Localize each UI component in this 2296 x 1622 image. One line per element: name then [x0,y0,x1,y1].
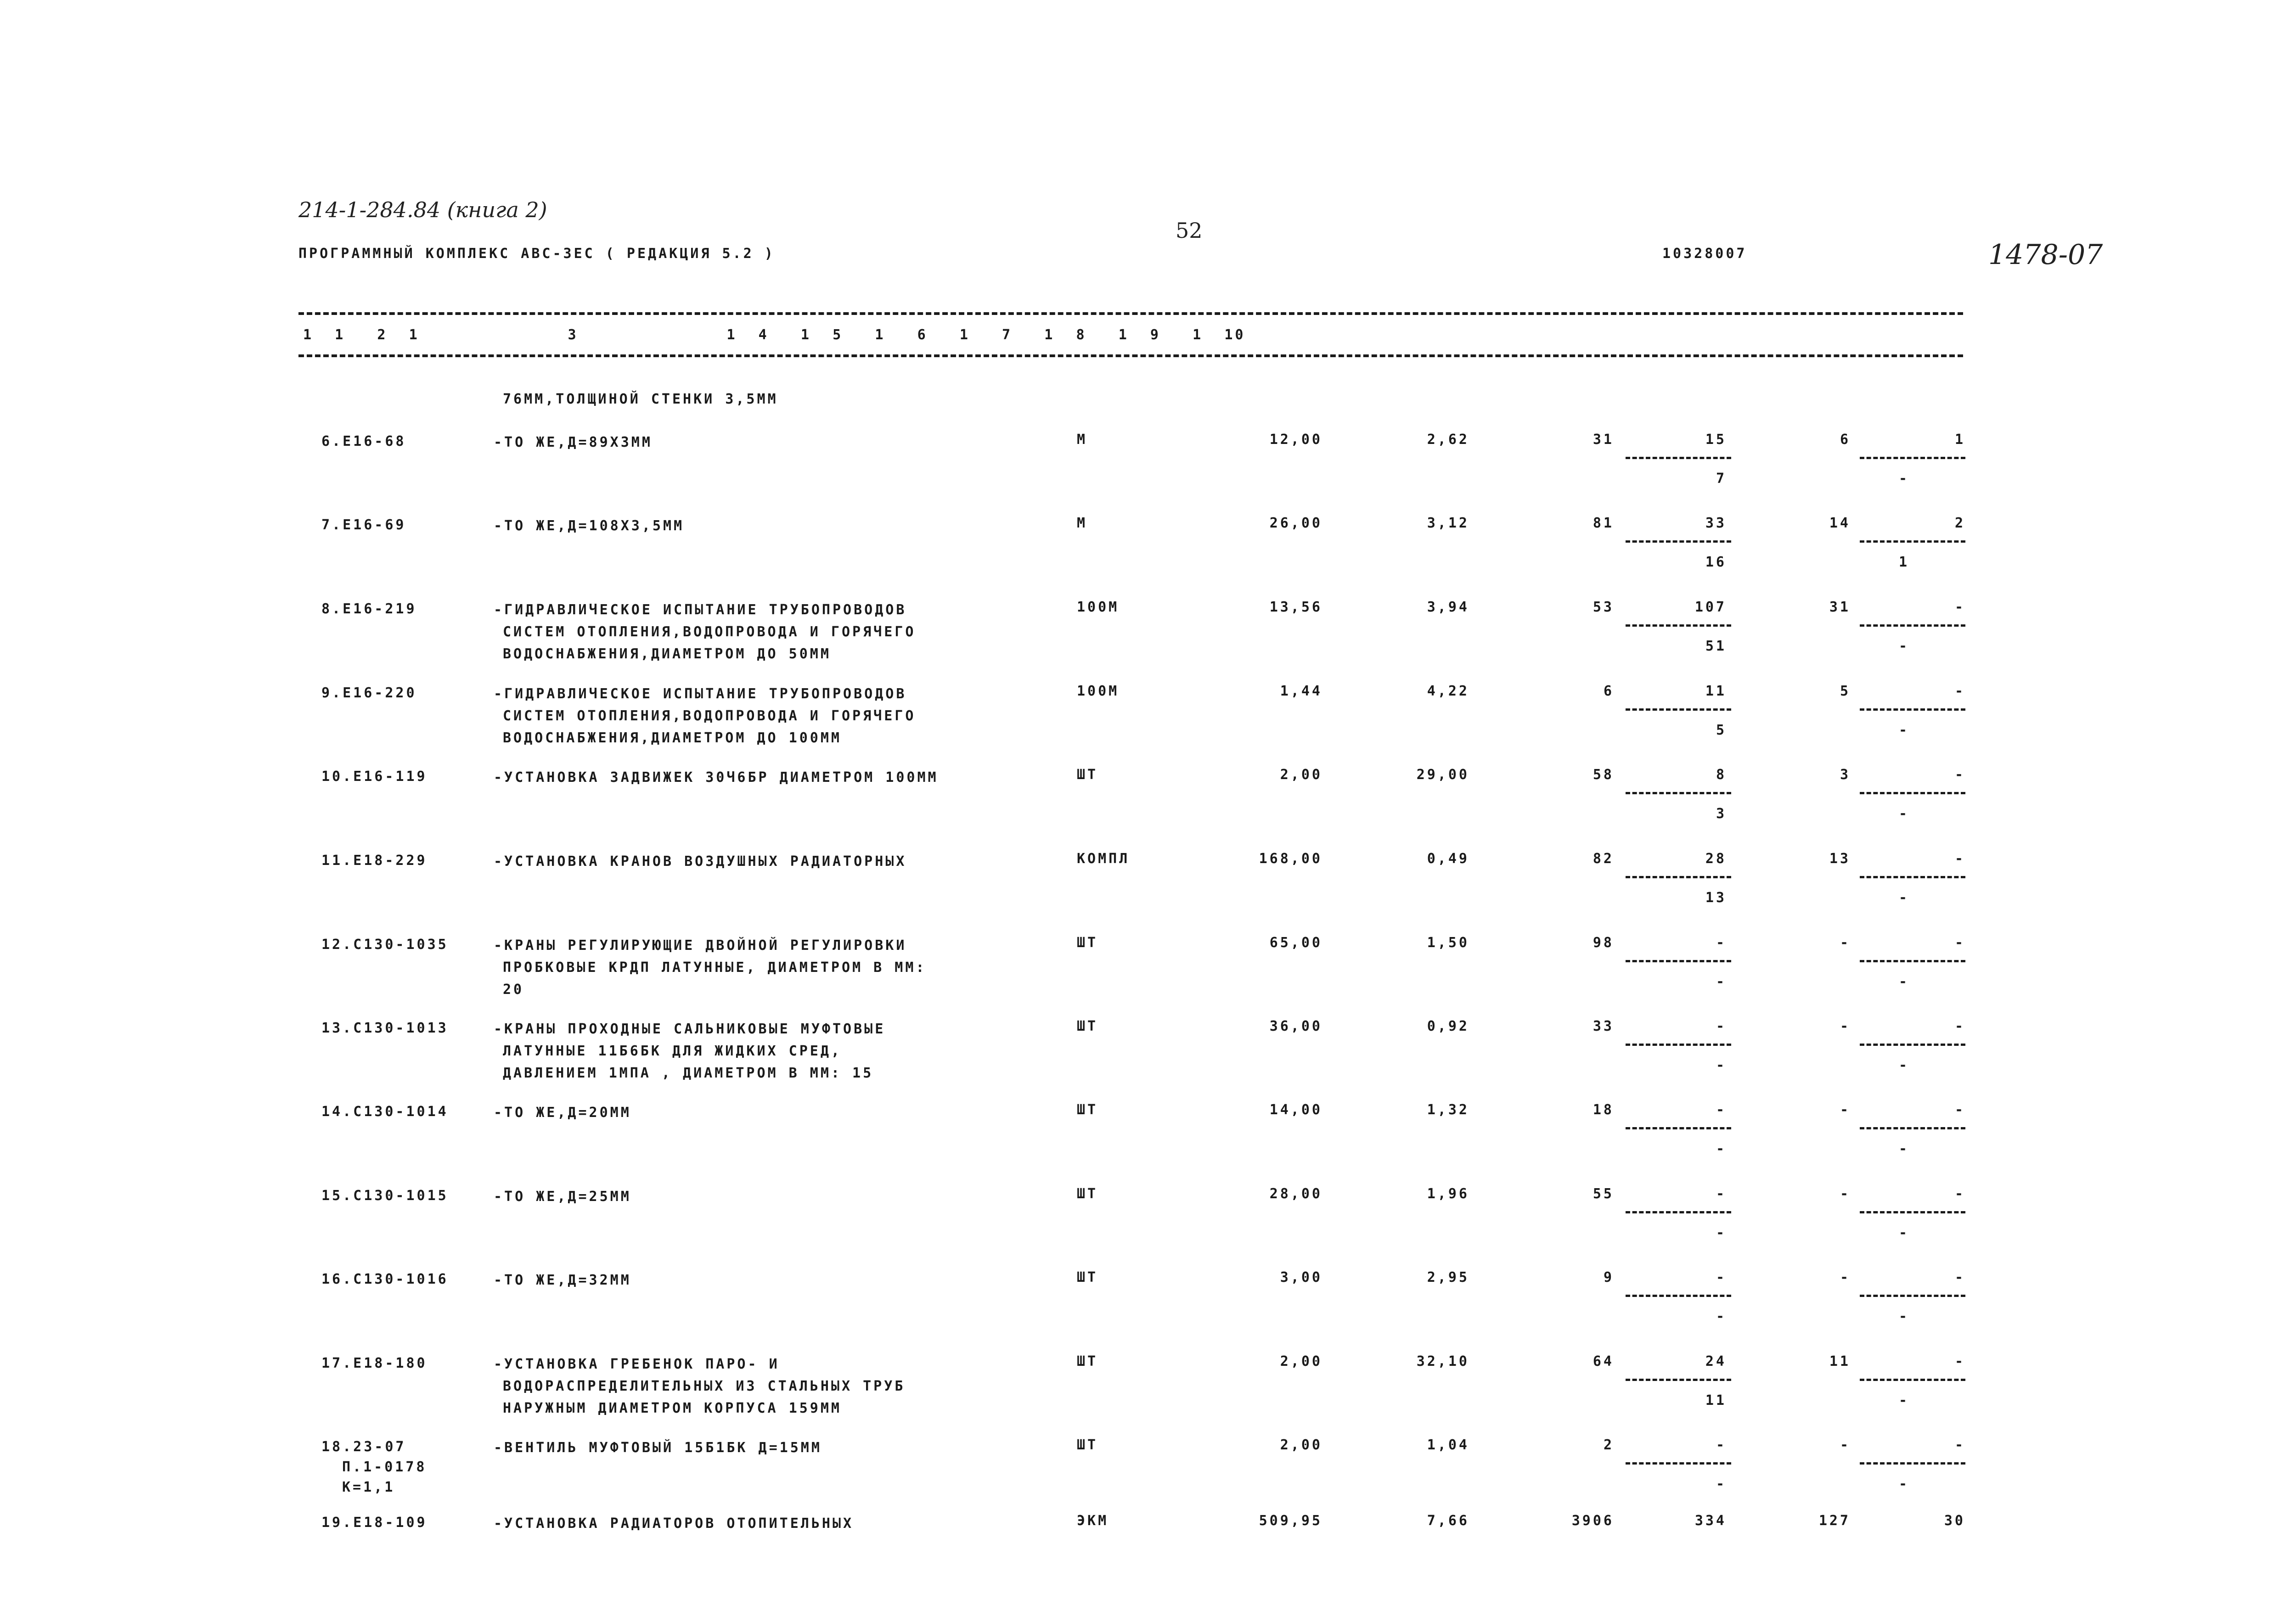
row-col10-bottom: - [1899,471,1910,487]
row-col8-top: 334 [1694,1513,1727,1529]
row-total: 3906 [1571,1513,1614,1529]
row-price: 2,95 [1427,1269,1469,1285]
row-col10-top: - [1954,1269,1965,1285]
row-col9: 11 [1829,1353,1851,1369]
row-col8-top: - [1716,1102,1727,1118]
row-description-line: ВОДОРАСПРЕДЕЛИТЕЛЬНЫХ ИЗ СТАЛЬНЫХ ТРУБ [503,1378,906,1394]
row-quantity: 3,00 [1280,1269,1322,1285]
row-total: 58 [1593,767,1614,783]
row-col10-divider [1860,540,1965,543]
row-description [494,515,684,537]
row-description-line: -ТО ЖЕ,Д=25ММ [494,1189,631,1205]
row-col10-bottom: - [1899,890,1910,906]
row-description [494,767,939,789]
row-col8-divider [1626,1127,1731,1129]
row-description [494,1102,631,1124]
row-col10-divider [1860,960,1965,962]
row-col8-top: - [1716,935,1727,951]
row-col10-divider [1860,1044,1965,1046]
row-col8-bottom: 7 [1716,471,1727,487]
row-description-line: -ТО ЖЕ,Д=89Х3ММ [494,434,653,450]
row-unit: ШТ [1077,1269,1098,1285]
row-col9: 6 [1840,432,1851,448]
row-col10-bottom: - [1899,722,1910,738]
row-description-line: СИСТЕМ ОТОПЛЕНИЯ,ВОДОПРОВОДА И ГОРЯЧЕГО [503,624,916,640]
row-col10-bottom: - [1899,1476,1910,1492]
row-description-line: ВОДОСНАБЖЕНИЯ,ДИАМЕТРОМ ДО 100ММ [503,730,842,746]
row-description-line: НАРУЖНЫМ ДИАМЕТРОМ КОРПУСА 159ММ [503,1400,842,1416]
row-col9: 5 [1840,683,1851,699]
row-price: 0,92 [1427,1018,1469,1034]
row-col10-divider [1860,624,1965,627]
row-code-line: 10.Е16-119 [321,769,428,785]
row-price: 7,66 [1427,1513,1469,1529]
row-unit: М [1077,432,1088,448]
row-col10-bottom: - [1899,1225,1910,1241]
row-description-line: -ГИДРАВЛИЧЕСКОЕ ИСПЫТАНИЕ ТРУБОПРОВОДОВ [494,686,907,702]
row-code-line: 16.С130-1016 [321,1271,449,1287]
row-price: 1,04 [1427,1437,1469,1453]
row-col10-bottom: - [1899,1141,1910,1157]
row-total: 64 [1593,1353,1614,1369]
row-price: 1,96 [1427,1186,1469,1202]
row-description [494,851,906,873]
row-col10-top: - [1954,767,1965,783]
row-col8-divider [1626,876,1731,878]
row-code [321,1018,449,1038]
header-bottom-rule [298,354,1963,357]
row-total: 6 [1603,683,1614,699]
row-code-line: 11.Е18-229 [321,853,428,869]
row-col9: 31 [1829,599,1851,615]
row-col8-bottom: - [1716,1225,1727,1241]
row-col10-bottom: - [1899,806,1910,822]
row-code [321,1269,449,1290]
row-quantity: 14,00 [1269,1102,1322,1118]
row-col10-divider [1860,1462,1965,1465]
row-code-line: 9.Е16-220 [321,685,417,701]
row-unit: М [1077,515,1088,531]
row-quantity: 168,00 [1259,851,1322,867]
row-code [321,767,428,787]
row-col10-bottom: - [1899,638,1910,654]
row-description [494,1353,905,1420]
row-price: 2,62 [1427,432,1469,448]
row-code [321,1353,428,1374]
row-unit: ШТ [1077,767,1098,783]
row-code [321,1102,449,1122]
row-price: 29,00 [1416,767,1469,783]
row-col8-bottom: - [1716,1141,1727,1157]
row-col8-bottom: 16 [1705,554,1727,570]
row-unit: КОМПЛ [1077,851,1130,867]
row-col10-top: 2 [1954,515,1965,531]
row-price: 3,94 [1427,599,1469,615]
row-quantity: 28,00 [1269,1186,1322,1202]
row-unit: ШТ [1077,1353,1098,1369]
row-col8-divider [1626,457,1731,459]
row-code-line: 8.Е16-219 [321,601,417,617]
row-col10-top: - [1954,1018,1965,1034]
row-price: 3,12 [1427,515,1469,531]
page-number: 52 [1176,218,1203,243]
row-col8-divider [1626,708,1731,711]
row-total: 18 [1593,1102,1614,1118]
row-col8-top: 24 [1705,1353,1727,1369]
row-col8-bottom: - [1716,1308,1727,1325]
row-code [321,1437,427,1498]
row-col9: 14 [1829,515,1851,531]
row-col10-bottom: 1 [1899,554,1910,570]
row-description-line: -ТО ЖЕ,Д=108Х3,5ММ [494,518,685,534]
row-total: 81 [1593,515,1614,531]
row-code [321,683,417,703]
row-unit: 100М [1077,683,1120,699]
row-code-line: 7.Е16-69 [321,517,406,533]
row-code [321,599,417,619]
row-description [494,1513,854,1535]
row-quantity: 13,56 [1269,599,1322,615]
row-col8-divider [1626,1462,1731,1465]
row-col10-divider [1860,708,1965,711]
row-col10-top: - [1954,1186,1965,1202]
row-total: 2 [1603,1437,1614,1453]
row-col10-divider [1860,1379,1965,1381]
row-unit: ШТ [1077,1186,1098,1202]
header-top-rule [298,312,1963,315]
row-unit: ШТ [1077,1102,1098,1118]
row-col10-top: - [1954,935,1965,951]
row-col9: 3 [1840,767,1851,783]
row-total: 55 [1593,1186,1614,1202]
row-description-line: -ГИДРАВЛИЧЕСКОЕ ИСПЫТАНИЕ ТРУБОПРОВОДОВ [494,602,907,618]
row-col10-divider [1860,792,1965,794]
row-unit: ЭКМ [1077,1513,1109,1529]
row-unit: ШТ [1077,1018,1098,1034]
row-description [494,683,916,749]
row-description-line: -УСТАНОВКА ЗАДВИЖЕК 30Ч6БР ДИАМЕТРОМ 100ММ [494,769,939,786]
row-col9: 127 [1818,1513,1851,1529]
row-col8-divider [1626,1044,1731,1046]
row-description-line: -ТО ЖЕ,Д=20ММ [494,1105,631,1121]
column-numbers: 1 1 2 1 3 1 4 1 5 1 6 1 7 1 8 1 9 1 10 [303,327,1246,343]
row-description-line: ПРОБКОВЫЕ КРДП ЛАТУННЫЕ, ДИАМЕТРОМ В ММ: [503,960,927,976]
row-col9: - [1840,1269,1851,1285]
row-col10-divider [1860,1295,1965,1297]
row-col8-divider [1626,540,1731,543]
row-col9: - [1840,1437,1851,1453]
row-col8-top: 33 [1705,515,1727,531]
row-col8-top: 107 [1694,599,1727,615]
row-code-line: 13.С130-1013 [321,1020,449,1036]
row-col8-divider [1626,1211,1731,1213]
row-description [494,1269,631,1291]
row-total: 33 [1593,1018,1614,1034]
row-code [321,432,406,452]
row-code-line: 14.С130-1014 [321,1104,449,1120]
row-description-line: ВОДОСНАБЖЕНИЯ,ДИАМЕТРОМ ДО 50ММ [503,646,831,662]
row-description-line: 20 [503,982,524,998]
row-col8-top: - [1716,1437,1727,1453]
row-description [494,1186,631,1208]
row-price: 32,10 [1416,1353,1469,1369]
row-description-line: -КРАНЫ ПРОХОДНЫЕ САЛЬНИКОВЫЕ МУФТОВЫЕ [494,1021,886,1037]
row-col10-top: - [1954,1353,1965,1369]
row-description-line: -УСТАНОВКА КРАНОВ ВОЗДУШНЫХ РАДИАТОРНЫХ [494,853,907,870]
row-code-line: 12.С130-1035 [321,937,449,953]
row-col8-top: 8 [1716,767,1727,783]
row-description-line: ЛАТУННЫЕ 11Б6БК ДЛЯ ЖИДКИХ СРЕД, [503,1043,842,1059]
row-col10-divider [1860,1127,1965,1129]
row-col8-top: 15 [1705,432,1727,448]
row-col10-bottom: - [1899,1308,1910,1325]
row-col8-divider [1626,960,1731,962]
row-code [321,935,449,955]
row-quantity: 2,00 [1280,767,1322,783]
row-price: 1,32 [1427,1102,1469,1118]
row-col10-top: - [1954,1437,1965,1453]
row-code-line: 15.С130-1015 [321,1188,449,1204]
row-description-line: СИСТЕМ ОТОПЛЕНИЯ,ВОДОПРОВОДА И ГОРЯЧЕГО [503,708,916,724]
row-price: 1,50 [1427,935,1469,951]
row-code [321,1186,449,1206]
row-col8-top: - [1716,1269,1727,1285]
row-unit: ШТ [1077,1437,1098,1453]
row-code [321,851,428,871]
document-reference: 214-1-284.84 (книга 2) [298,197,547,222]
row-col8-bottom: 3 [1716,806,1727,822]
row-col8-bottom: 51 [1705,638,1727,654]
row-quantity: 36,00 [1269,1018,1322,1034]
row-col8-bottom: 5 [1716,722,1727,738]
row-code [321,1513,428,1533]
row-col8-bottom: 13 [1705,890,1727,906]
row-description-line: -УСТАНОВКА РАДИАТОРОВ ОТОПИТЕЛЬНЫХ [494,1515,854,1532]
row-description-line: -ВЕНТИЛЬ МУФТОВЫЙ 15Б1БК Д=15ММ [494,1440,822,1456]
row-col8-divider [1626,792,1731,794]
row-col8-divider [1626,624,1731,627]
row-col8-bottom: - [1716,1057,1727,1073]
row-col10-top: - [1954,851,1965,867]
row-col10-top: - [1954,683,1965,699]
row-col8-divider [1626,1295,1731,1297]
row-col8-top: - [1716,1186,1727,1202]
row-code-line: 18.23-07 [321,1439,406,1455]
row-col10-top: 30 [1944,1513,1965,1529]
program-code: 10328007 [1662,246,1747,262]
row-total: 9 [1603,1269,1614,1285]
row-code-line: 6.Е16-68 [321,433,406,449]
row-description-line: -УСТАНОВКА ГРЕБЕНОК ПАРО- И [494,1356,780,1372]
row-col10-top: - [1954,1102,1965,1118]
row-code-line: П.1-0178 [342,1459,427,1475]
row-col10-top: - [1954,599,1965,615]
continuation-text: 76ММ,ТОЛЩИНОЙ СТЕНКИ 3,5ММ [503,391,778,407]
row-col8-bottom: - [1716,1476,1727,1492]
row-quantity: 2,00 [1280,1353,1322,1369]
row-description-line: -ТО ЖЕ,Д=32ММ [494,1272,631,1288]
row-description-line: -КРАНЫ РЕГУЛИРУЮЩИЕ ДВОЙНОЙ РЕГУЛИРОВКИ [494,937,907,954]
row-code-line: К=1,1 [342,1479,395,1495]
row-quantity: 2,00 [1280,1437,1322,1453]
row-total: 98 [1593,935,1614,951]
row-total: 53 [1593,599,1614,615]
row-col8-top: 11 [1705,683,1727,699]
row-price: 4,22 [1427,683,1469,699]
row-description [494,432,653,454]
row-col10-bottom: - [1899,974,1910,990]
program-title: ПРОГРАММНЫЙ КОМПЛЕКС АВС-ЗЕС ( РЕДАКЦИЯ 5.2 ) [298,246,775,262]
row-unit: ШТ [1077,935,1098,951]
row-col10-divider [1860,876,1965,878]
row-unit: 100М [1077,599,1120,615]
row-description [494,1018,885,1084]
row-col10-top: 1 [1954,432,1965,448]
row-col9: 13 [1829,851,1851,867]
row-col10-divider [1860,457,1965,459]
row-col10-bottom: - [1899,1057,1910,1073]
row-description [494,1437,822,1459]
row-col8-bottom: - [1716,974,1727,990]
row-code-line: 17.Е18-180 [321,1355,428,1371]
row-quantity: 26,00 [1269,515,1322,531]
row-description-line: ДАВЛЕНИЕМ 1МПА , ДИАМЕТРОМ В ММ: 15 [503,1065,874,1081]
row-col9: - [1840,1018,1851,1034]
row-description [494,599,916,665]
row-quantity: 1,44 [1280,683,1322,699]
handwritten-stamp: 1478-07 [1988,239,2103,271]
row-quantity: 509,95 [1259,1513,1322,1529]
row-total: 82 [1593,851,1614,867]
row-description [494,935,926,1001]
row-code-line: 19.Е18-109 [321,1515,428,1531]
row-col8-top: - [1716,1018,1727,1034]
row-quantity: 12,00 [1269,432,1322,448]
row-col9: - [1840,1186,1851,1202]
row-quantity: 65,00 [1269,935,1322,951]
row-col8-bottom: 11 [1705,1392,1727,1409]
row-total: 31 [1593,432,1614,448]
row-col10-divider [1860,1211,1965,1213]
row-col9: - [1840,935,1851,951]
row-col8-top: 28 [1705,851,1727,867]
row-code [321,515,406,535]
row-col8-divider [1626,1379,1731,1381]
row-col9: - [1840,1102,1851,1118]
row-price: 0,49 [1427,851,1469,867]
row-col10-bottom: - [1899,1392,1910,1409]
